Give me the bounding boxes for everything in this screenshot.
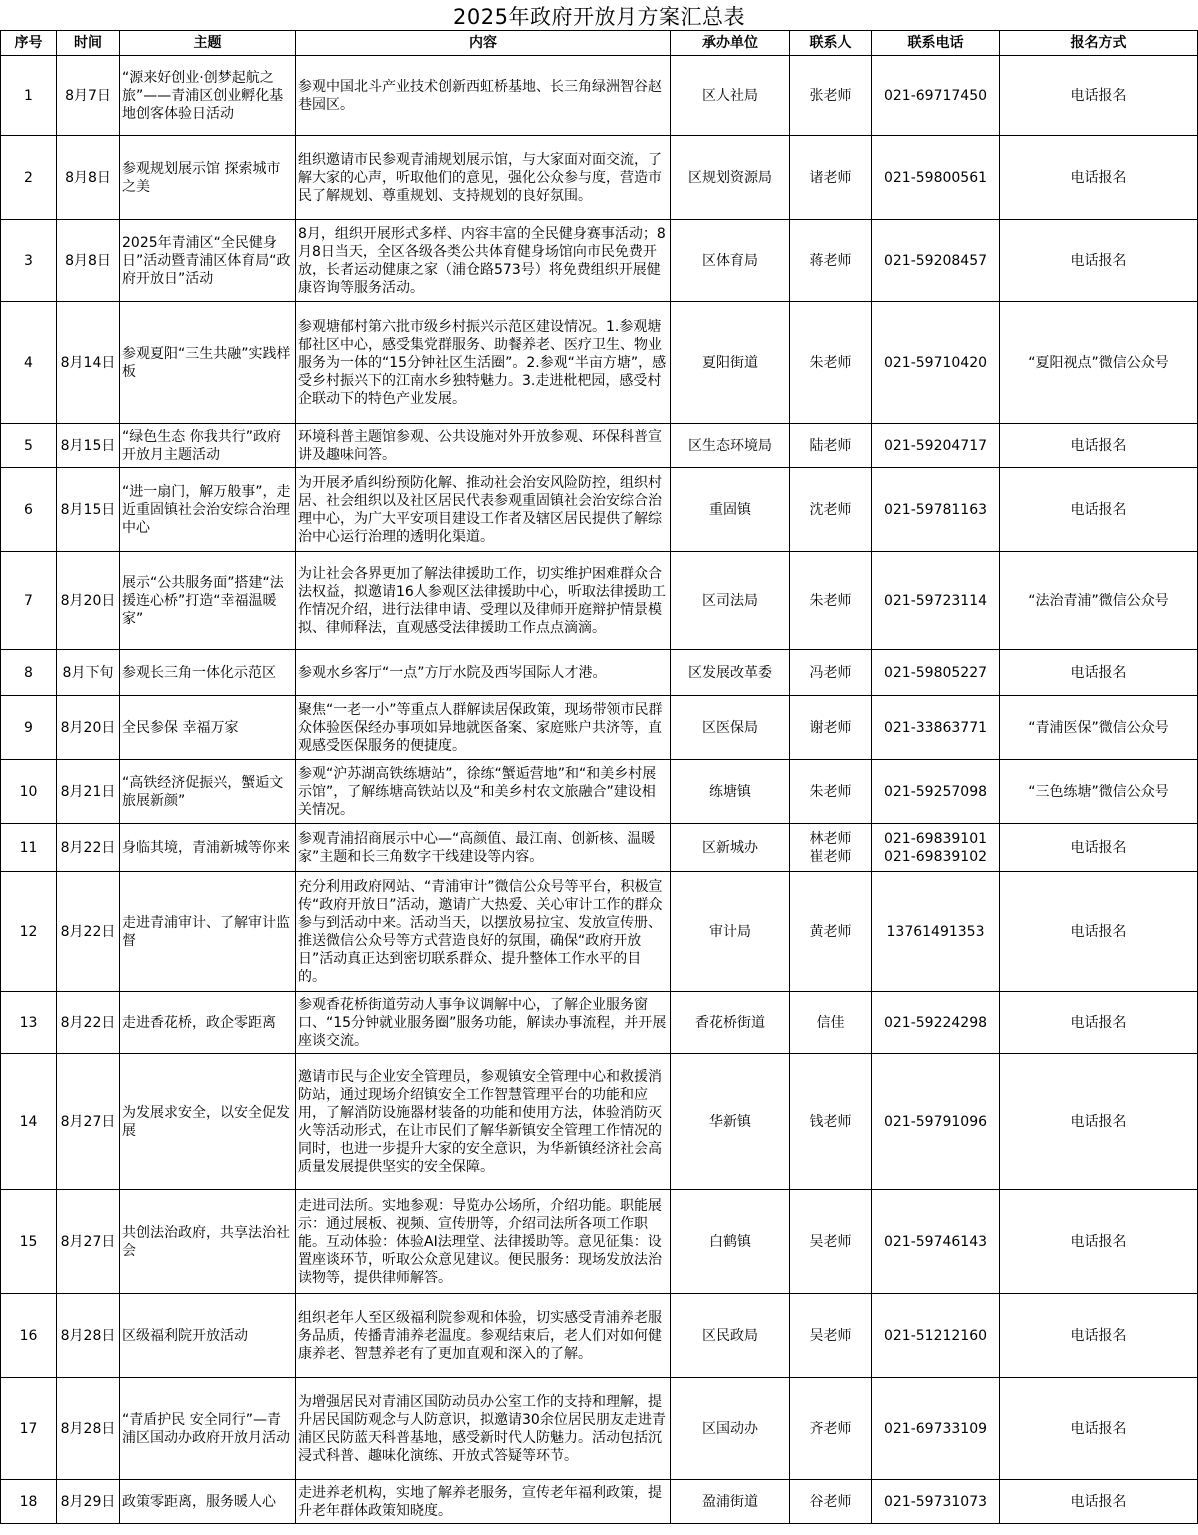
cell-theme: 区级福利院开放活动 [120, 1294, 296, 1378]
cell-unit: 重固镇 [671, 468, 790, 552]
cell-date: 8月21日 [57, 760, 120, 824]
cell-theme: 参观夏阳“三生共融”实践样板 [120, 302, 296, 424]
cell-unit: 区新城办 [671, 824, 790, 872]
cell-phone-line: 021-59710420 [883, 354, 988, 371]
cell-contact [790, 552, 872, 650]
cell-phone-line: 021-59224298 [883, 1014, 988, 1031]
cell-phone [872, 1294, 1000, 1378]
cell-content: 参观水乡客厅“一点”方厅水院及西岑国际人才港。 [296, 650, 671, 696]
cell-unit: 区人社局 [671, 56, 790, 136]
cell-no: 6 [1, 468, 57, 552]
cell-phone [872, 136, 1000, 220]
header-phone: 联系电话 [872, 31, 1000, 56]
cell-date: 8月8日 [57, 220, 120, 302]
cell-signup: 电话报名 [1000, 1480, 1198, 1524]
cell-date: 8月27日 [57, 1054, 120, 1190]
cell-content: 参观塘郁村第六批市级乡村振兴示范区建设情况。1.参观塘郁社区中心，感受集党群服务、助餐养老、医疗卫生、物业服务为一体的“15分钟社区生活圈”。2.参观“半亩方塘”，感受乡村振兴下的江南水乡独特魅力。3.走进枇杷园，感受村企联动下的特色产业发展。 [296, 302, 671, 424]
cell-signup: “三色练塘”微信公众号 [1000, 760, 1198, 824]
cell-phone-line: 021-59204717 [883, 437, 988, 454]
cell-phone [872, 220, 1000, 302]
cell-contact [790, 824, 872, 872]
cell-unit: 区生态环境局 [671, 424, 790, 468]
cell-signup: “青浦医保”微信公众号 [1000, 696, 1198, 760]
cell-contact [790, 1190, 872, 1294]
cell-unit: 区民政局 [671, 1294, 790, 1378]
cell-content: 走进司法所。实地参观：导览办公场所，介绍功能。职能展示：通过展板、视频、宣传册等，介绍司法所各项工作职能。互动体验：体验AI法理堂、法律援助等。意见征集：设置座谈环节，听取公众意见建议。便民服务：现场发放法治读物等，提供律师解答。 [296, 1190, 671, 1294]
cell-signup: 电话报名 [1000, 872, 1198, 992]
cell-signup: 电话报名 [1000, 136, 1198, 220]
cell-no: 7 [1, 552, 57, 650]
cell-no: 16 [1, 1294, 57, 1378]
cell-phone [872, 696, 1000, 760]
cell-no: 17 [1, 1378, 57, 1480]
table-row [1, 824, 1198, 872]
cell-date: 8月28日 [57, 1378, 120, 1480]
table-row [1, 992, 1198, 1054]
cell-theme: 为发展求安全，以安全促发展 [120, 1054, 296, 1190]
cell-content: 为让社会各界更加了解法律援助工作，切实维护困难群众合法权益，拟邀请16人参观区法律援助中心，听取法律援助工作情况介绍，进行法律申请、受理以及律师开庭辩护情景模拟、律师释法，直观感受法律援助工作点点滴滴。 [296, 552, 671, 650]
cell-content: 参观“沪苏湖高铁练塘站”，徐练“蟹逅营地”和“和美乡村展示馆”，了解练塘高铁站以及“和美乡村农文旅融合”建设相关情况。 [296, 760, 671, 824]
cell-theme: 展示“公共服务面”搭建“法援连心桥”打造“幸福温暖家” [120, 552, 296, 650]
cell-contact [790, 424, 872, 468]
cell-contact-line: 信佳 [816, 1014, 845, 1031]
cell-contact [790, 468, 872, 552]
cell-phone-line: 021-51212160 [883, 1327, 988, 1344]
cell-content: 为增强居民对青浦区国防动员办公室工作的支持和理解，提升居民国防观念与人防意识，拟邀请30余位居民朋友走进青浦区民防蓝天科普基地，感受新时代人防魅力。活动包括沉浸式科普、趣味化演练、开放式答疑等环节。 [296, 1378, 671, 1480]
cell-no: 2 [1, 136, 57, 220]
cell-content: 8月，组织开展形式多样、内容丰富的全民健身赛事活动；8月8日当天，全区各级各类公共体育健身场馆向市民免费开放，长者运动健康之家（浦仓路573号）将免费组织开展健康咨询等服务活动。 [296, 220, 671, 302]
cell-phone [872, 992, 1000, 1054]
cell-no: 14 [1, 1054, 57, 1190]
cell-signup: 电话报名 [1000, 1294, 1198, 1378]
cell-phone [872, 468, 1000, 552]
cell-contact-line: 蒋老师 [809, 252, 852, 269]
cell-date: 8月28日 [57, 1294, 120, 1378]
table-row [1, 302, 1198, 424]
cell-content: 环境科普主题馆参观、公共设施对外开放参观、环保科普宣讲及趣味问答。 [296, 424, 671, 468]
cell-contact-line: 冯老师 [809, 664, 852, 681]
cell-signup: 电话报名 [1000, 824, 1198, 872]
cell-contact [790, 1054, 872, 1190]
cell-date: 8月20日 [57, 696, 120, 760]
cell-contact-line: 齐老师 [809, 1420, 852, 1437]
cell-contact-line: 吴老师 [809, 1233, 852, 1250]
cell-contact [790, 56, 872, 136]
table-row [1, 1190, 1198, 1294]
cell-contact-line: 谢老师 [809, 719, 852, 736]
cell-content: 聚焦“一老一小”等重点人群解读居保政策，现场带领市民群众体验医保经办事项如异地就医备案、家庭账户共济等，直观感受医保服务的便捷度。 [296, 696, 671, 760]
table-row [1, 56, 1198, 136]
header-date: 时间 [57, 31, 120, 56]
cell-content: 参观中国北斗产业技术创新西虹桥基地、长三角绿洲智谷赵巷园区。 [296, 56, 671, 136]
cell-phone-line: 021-59731073 [883, 1493, 988, 1510]
cell-contact [790, 760, 872, 824]
cell-no: 18 [1, 1480, 57, 1524]
table-row [1, 760, 1198, 824]
cell-date: 8月27日 [57, 1190, 120, 1294]
cell-unit: 香花桥街道 [671, 992, 790, 1054]
cell-date: 8月20日 [57, 552, 120, 650]
cell-phone [872, 424, 1000, 468]
cell-contact [790, 1378, 872, 1480]
table-row [1, 872, 1198, 992]
cell-contact-line: 沈老师 [809, 501, 852, 518]
table-row [1, 1054, 1198, 1190]
cell-theme: “进一扇门，解万般事”，走近重固镇社会治安综合治理中心 [120, 468, 296, 552]
cell-signup: 电话报名 [1000, 424, 1198, 468]
table-row [1, 1378, 1198, 1480]
cell-signup: 电话报名 [1000, 1054, 1198, 1190]
cell-phone [872, 1190, 1000, 1294]
cell-contact-line: 钱老师 [809, 1113, 852, 1130]
header-unit: 承办单位 [671, 31, 790, 56]
cell-contact [790, 1294, 872, 1378]
cell-date: 8月29日 [57, 1480, 120, 1524]
cell-signup: 电话报名 [1000, 1378, 1198, 1480]
cell-content: 邀请市民与企业安全管理员，参观镇安全管理中心和救援消防站，通过现场介绍镇安全工作智慧管理平台的功能和应用，了解消防设施器材装备的功能和使用方法，体验消防灭火等活动形式，在让市民们了解华新镇安全管理工作情况的同时，也进一步提升大家的安全意识，为华新镇经济社会高质量发展提供坚实的安全保障。 [296, 1054, 671, 1190]
cell-theme: 走进青浦审计、了解审计监督 [120, 872, 296, 992]
cell-theme: “青盾护民 安全同行”—青浦区国动办政府开放月活动 [120, 1378, 296, 1480]
cell-date: 8月14日 [57, 302, 120, 424]
cell-phone-line: 021-59746143 [883, 1233, 988, 1250]
cell-phone-line: 021-59723114 [883, 592, 988, 609]
cell-theme: 参观长三角一体化示范区 [120, 650, 296, 696]
cell-unit: 审计局 [671, 872, 790, 992]
table-row [1, 650, 1198, 696]
cell-contact-line: 黄老师 [809, 923, 852, 940]
cell-phone [872, 1054, 1000, 1190]
cell-contact [790, 1480, 872, 1524]
cell-no: 11 [1, 824, 57, 872]
header-contact: 联系人 [790, 31, 872, 56]
cell-signup: “夏阳视点”微信公众号 [1000, 302, 1198, 424]
cell-unit: 白鹤镇 [671, 1190, 790, 1294]
cell-theme: 身临其境，青浦新城等你来 [120, 824, 296, 872]
table-row [1, 468, 1198, 552]
cell-unit: 夏阳街道 [671, 302, 790, 424]
header-row [1, 31, 1198, 56]
cell-theme: 全民参保 幸福万家 [120, 696, 296, 760]
cell-date: 8月22日 [57, 824, 120, 872]
table-row [1, 220, 1198, 302]
cell-date: 8月下旬 [57, 650, 120, 696]
cell-signup: 电话报名 [1000, 650, 1198, 696]
cell-contact-line: 陆老师 [809, 437, 852, 454]
cell-no: 15 [1, 1190, 57, 1294]
table-row [1, 696, 1198, 760]
cell-unit: 区规划资源局 [671, 136, 790, 220]
cell-date: 8月7日 [57, 56, 120, 136]
cell-theme: 走进香花桥，政企零距离 [120, 992, 296, 1054]
cell-theme: “源来好创业·创梦起航之旅”——青浦区创业孵化基地创客体验日活动 [120, 56, 296, 136]
cell-phone [872, 872, 1000, 992]
plan-summary-table [0, 30, 1198, 1524]
cell-contact [790, 992, 872, 1054]
cell-phone-line: 021-59781163 [883, 501, 988, 518]
cell-unit: 区医保局 [671, 696, 790, 760]
page-title: 2025年政府开放月方案汇总表 [453, 5, 745, 29]
cell-contact-line: 朱老师 [809, 592, 852, 609]
cell-phone [872, 552, 1000, 650]
cell-contact-line: 诸老师 [809, 169, 852, 186]
cell-phone-line: 021-59257098 [883, 783, 988, 800]
cell-signup: 电话报名 [1000, 1190, 1198, 1294]
cell-content: 走进养老机构，实地了解养老服务，宣传老年福利政策，提升老年群体政策知晓度。 [296, 1480, 671, 1524]
cell-phone [872, 760, 1000, 824]
cell-date: 8月15日 [57, 468, 120, 552]
cell-phone [872, 56, 1000, 136]
cell-phone [872, 1480, 1000, 1524]
header-signup: 报名方式 [1000, 31, 1198, 56]
header-content: 内容 [296, 31, 671, 56]
cell-no: 9 [1, 696, 57, 760]
table-row [1, 424, 1198, 468]
cell-date: 8月22日 [57, 992, 120, 1054]
cell-contact [790, 302, 872, 424]
cell-phone-line: 021-59791096 [883, 1113, 988, 1130]
cell-contact-line: 崔老师 [809, 848, 852, 865]
cell-no: 13 [1, 992, 57, 1054]
cell-unit: 区发展改革委 [671, 650, 790, 696]
cell-unit: 盈浦街道 [671, 1480, 790, 1524]
cell-signup: “法治青浦”微信公众号 [1000, 552, 1198, 650]
cell-contact-line: 吴老师 [809, 1327, 852, 1344]
cell-signup: 电话报名 [1000, 56, 1198, 136]
cell-content: 参观香花桥街道劳动人事争议调解中心，了解企业服务窗口、“15分钟就业服务圈”服务功能，解读办事流程，并开展座谈交流。 [296, 992, 671, 1054]
cell-content: 为开展矛盾纠纷预防化解、推动社会治安风险防控，组织村居、社会组织以及社区居民代表参观重固镇社会治安综合治理中心，为广大平安项目建设工作者及辖区居民提供了解综治中心运行治理的透明化渠道。 [296, 468, 671, 552]
table-body [1, 56, 1198, 1524]
cell-unit: 区体育局 [671, 220, 790, 302]
cell-phone-line: 13761491353 [886, 923, 985, 940]
header-no: 序号 [1, 31, 57, 56]
cell-phone [872, 1378, 1000, 1480]
table-row [1, 136, 1198, 220]
cell-phone-line: 021-59805227 [883, 664, 988, 681]
cell-content: 组织老年人至区级福利院参观和体验，切实感受青浦养老服务品质，传播青浦养老温度。参观结束后，老人们对如何健康养老、智慧养老有了更加直观和深入的了解。 [296, 1294, 671, 1378]
cell-contact [790, 220, 872, 302]
table-row [1, 1480, 1198, 1524]
cell-contact-line: 朱老师 [809, 783, 852, 800]
cell-theme: 共创法治政府，共享法治社会 [120, 1190, 296, 1294]
header-theme: 主题 [120, 31, 296, 56]
cell-theme: 政策零距离，服务暖人心 [120, 1480, 296, 1524]
cell-contact [790, 136, 872, 220]
cell-no: 5 [1, 424, 57, 468]
cell-theme: “绿色生态 你我共行”政府开放月主题活动 [120, 424, 296, 468]
cell-contact-line: 林老师 [809, 830, 852, 847]
cell-signup: 电话报名 [1000, 220, 1198, 302]
cell-unit: 华新镇 [671, 1054, 790, 1190]
cell-no: 12 [1, 872, 57, 992]
cell-signup: 电话报名 [1000, 992, 1198, 1054]
cell-contact-line: 朱老师 [809, 354, 852, 371]
cell-theme: 参观规划展示馆 探索城市之美 [120, 136, 296, 220]
cell-phone-line: 021-69839102 [883, 848, 988, 865]
cell-no: 10 [1, 760, 57, 824]
cell-no: 1 [1, 56, 57, 136]
cell-theme: 2025年青浦区“全民健身日”活动暨青浦区体育局“政府开放日”活动 [120, 220, 296, 302]
cell-phone-line: 021-33863771 [883, 719, 988, 736]
cell-date: 8月15日 [57, 424, 120, 468]
cell-phone-line: 021-59208457 [883, 252, 988, 269]
cell-phone-line: 021-59800561 [883, 169, 988, 186]
table-row [1, 552, 1198, 650]
cell-theme: “高铁经济促振兴，蟹逅文旅展新颜” [120, 760, 296, 824]
cell-phone [872, 302, 1000, 424]
cell-date: 8月22日 [57, 872, 120, 992]
cell-phone-line: 021-69733109 [883, 1420, 988, 1437]
cell-phone-line: 021-69839101 [883, 830, 988, 847]
cell-contact [790, 650, 872, 696]
cell-date: 8月8日 [57, 136, 120, 220]
cell-content: 充分利用政府网站、“青浦审计”微信公众号等平台，积极宣传“政府开放日”活动，邀请广大热爱、关心审计工作的群众参与到活动中来。活动当天，以摆放易拉宝、发放宣传册、推送微信公众号等方式营造良好的氛围，确保“政府开放日”活动真正达到密切联系群众、提升整体工作水平的目的。 [296, 872, 671, 992]
cell-contact [790, 696, 872, 760]
cell-phone-line: 021-69717450 [883, 87, 988, 104]
cell-content: 参观青浦招商展示中心—“高颜值、最江南、创新核、温暖家”主题和长三角数字干线建设等内容。 [296, 824, 671, 872]
cell-unit: 练塘镇 [671, 760, 790, 824]
cell-no: 4 [1, 302, 57, 424]
cell-contact-line: 谷老师 [809, 1493, 852, 1510]
cell-contact-line: 张老师 [809, 87, 852, 104]
cell-signup: 电话报名 [1000, 468, 1198, 552]
cell-contact [790, 872, 872, 992]
cell-unit: 区司法局 [671, 552, 790, 650]
cell-content: 组织邀请市民参观青浦规划展示馆，与大家面对面交流，了解大家的心声，听取他们的意见，强化公众参与度，营造市民了解规划、尊重规划、支持规划的良好氛围。 [296, 136, 671, 220]
cell-unit: 区国动办 [671, 1378, 790, 1480]
cell-phone [872, 650, 1000, 696]
cell-phone [872, 824, 1000, 872]
cell-no: 3 [1, 220, 57, 302]
table-row [1, 1294, 1198, 1378]
cell-no: 8 [1, 650, 57, 696]
